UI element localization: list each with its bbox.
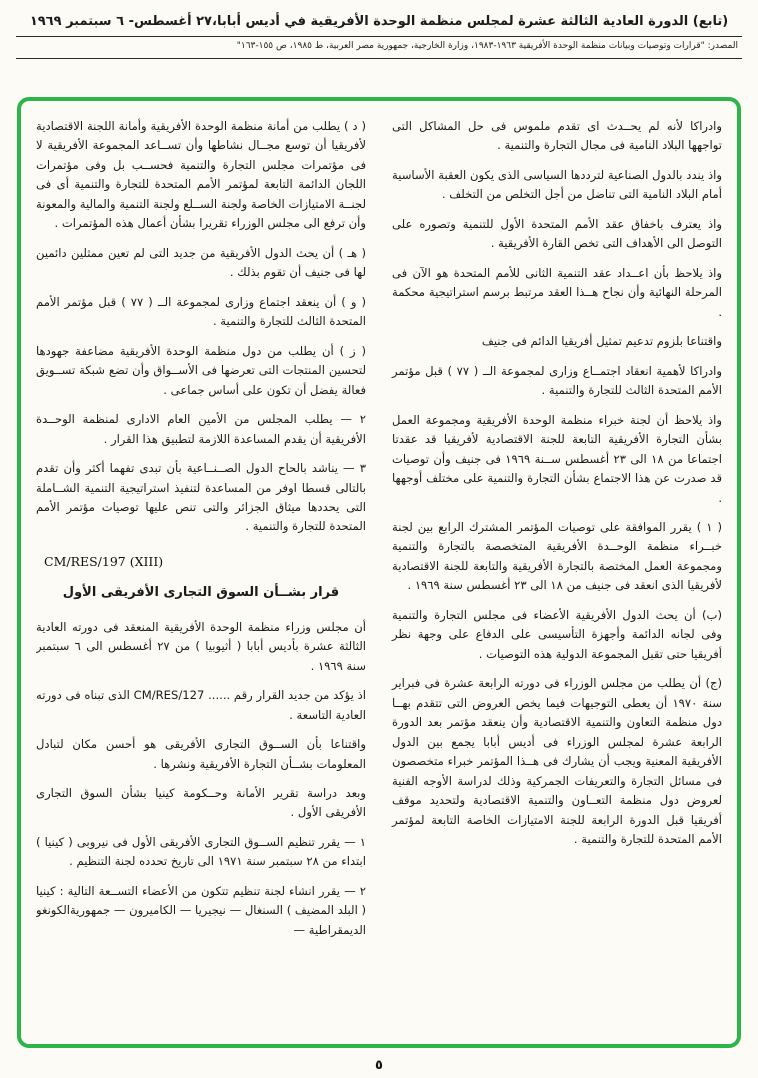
- document-header: [0, 0, 758, 29]
- paragraph: ٣ — يناشد بالحاح الدول الصــنــاعية بأن تبدى تفهما أكثر وأن تقدم بالتالى قسطا اوفر من المساعدة لتنفيذ استراتيجية التنمية الشــاملة التى يحددها ميثاق الجزائر والتى تنص عليها توصيات مؤتمر الأمم المتحدة للتجارة والتنمية .: [36, 461, 366, 534]
- paragraph: (ب) أن يحث الدول الأفريقية الأعضاء فى مجلس التجارة والتنمية وفى لجانه الدائمة وأجهزة التأسيسى على الدفاع على وجهة نظر أفريقيا حتى تقبل المجموعة الدولية هذه التوصيات .: [392, 607, 722, 661]
- paragraph: اذ يؤكد من جديد القرار رقم ...... CM/RES/127 الذى تبناه فى دورته العادية التاسعة .: [36, 688, 366, 722]
- paragraph: واذ يندد بالدول الصناعية لترددها السياسى الذى يكون العقبة الأساسية أمام البلاد النامية التى تناضل من أجل التخلص من التخلف .: [392, 167, 722, 202]
- paragraph: ( و ) أن ينعقد اجتماع وزارى لمجموعة الــ ( ٧٧ ) قبل مؤتمر الأمم المتحدة الثالث للتجارة والتنمية .: [36, 294, 367, 329]
- page-number: ٥: [375, 1058, 383, 1073]
- paragraph: ( هـ ) أن يحث الدول الأفريقية من جديد التى لم تعين ممثلين دائمين لها فى جنيف أن تقوم بذلك .: [36, 245, 366, 280]
- paragraph: ( د ) يطلب من أمانة منظمة الوحدة الأفريقية وأمانة اللجنة الاقتصادية لأفريقيا أن توسع مجــال نشاطها وأن تســاعد المجموعة الأفريقية لا فى مؤتمرات مجلس التجارة والتنمية فحســب بل وفى مؤتمرات اللجان الدائمة التابعة لمؤتمر الأمم المتحدة للتجارة والتنمية أى فى لجنــة الامتيازات الخاصة ولجنة الســلع ولجنة التنمية والمالية والمعونة وأن ترفع الى مجلس الوزراء تقريرا بشأن أعمال هذه المؤتمرات .: [36, 119, 366, 231]
- document-title: (تابع) الدورة العادية الثالثة عشرة لمجلس منظمة الوحدة الأفريقية في أديس أبابا،٢٧ أغسطس- ٦ سبتمبر ١٩٦٩: [29, 14, 729, 29]
- green-frame: [17, 97, 741, 1048]
- paragraph: ( ١ ) يقرر الموافقة على توصيات المؤتمر المشترك الرابع بين لجنة خبــراء منظمة الوحــدة الأفريقية المتخصصة بالتجارة والتنمية ومجموعة العمل المختصة بالتجارة الأفريقية والتابعة للجنة الاقتصادية لأفريقيا الذى انعقد فى جنيف من ١٨ الى ٢٣ أغسطس سنة ١٩٦٩ .: [392, 519, 722, 593]
- paragraph: واقتناعا بأن الســوق التجارى الأفريقى هو أحسن مكان لتبادل المعلومات بشــأن التجارة الأفريقية ونشرها .: [36, 737, 366, 771]
- header-rule-bottom: [16, 58, 742, 59]
- paragraph: وبعد دراسة تقرير الأمانة وحــكومة كينيا بشأن السوق التجارى الأفريقى الأول .: [36, 786, 366, 820]
- paragraph: واذ يلاحظ أن لجنة خبراء منظمة الوحدة الأفريقية ومجموعة العمل بشأن التجارة الأفريقية التابعة للجنة الاقتصادية لأفريقيا قد عقدتا اجتماعا من ١٨ الى ٢٣ أغسطس ســنة ١٩٦٩ فى جنيف وأن توصيات قد صدرت عن هذا الاجتماع بشأن التجارة والتنمية على مختلف أوجهها .: [392, 412, 722, 505]
- paragraph: ١ — يقرر تنظيم الســوق التجارى الأفريقى الأول فى نيروبى ( كينيا ) ابتداء من ٢٨ سبتمبر سنة ١٩٧١ الى تاريخ تحدده لجنة التنظيم .: [36, 834, 366, 869]
- paragraph: (ج) أن يطلب من مجلس الوزراء فى دورته الرابعة عشرة فى فبراير سنة ١٩٧٠ أن يعطى التوجيهات فيما يخص العروض التى تتقدم بهــا دول منظمة التعاون والتنمية الاقتصادية وأن ينعقد مؤتمر بعد الدورة الرابعة عشرة لمجلس الوزراء فى أديس أبابا يجمع بين الدول الأفريقية المعنية ويجب أن يشارك فى هــذا المؤتمر خبراء متخصصون فى مسائل التجارة والتعريفات الجمركية وذلك لدراسة الأوجه الفنية لعروض دول منظمة التعــاون والتنمية الاقتصادية ولتحديد موقف أفريقيا قبل الدورة الرابعة للجنة الامتيازات الخاصة التابعة لمؤتمر الأمم المتحدة للتجارة والتنمية .: [392, 676, 722, 846]
- paragraph: واقتناعا بلزوم تدعيم تمثيل أفريقيا الدائم فى جنيف: [481, 334, 722, 349]
- paragraph: ٢ — يقرر انشاء لجنة تنظيم تتكون من الأعضاء التســعة التالية : كينيا ( البلد المضيف ) السنغال — نيجيريا — الكاميرون — جمهوريةالكونغو الديمقراطية —: [36, 883, 366, 937]
- left-column: [36, 117, 366, 1028]
- resolution-code: CM/RES/197 (XIII): [44, 553, 164, 569]
- resolution-title: قرار بشــأن السوق التجارى الأفريقى الأول: [62, 584, 340, 600]
- paragraph: وادراكا لأنه لم يحــدث اى تقدم ملموس فى حل المشاكل التى تواجهها البلاد النامية فى مجال التجارة والتنمية .: [392, 119, 722, 153]
- paragraph: واذ يعترف باخفاق عقد الأمم المتحدة الأول للتنمية وتصوره على التوصل الى الأهداف التى تخص القارة الأفريقية .: [392, 216, 722, 251]
- text-columns: [36, 117, 722, 1028]
- source-line: المصدر: "قرارات وتوصيات وبيانات منظمة الوحدة الأفريقية ١٩٦٣-١٩٨٣، وزارة الخارجية، جمهورية مصر العربية، ط ١٩٨٥، ص ١٥٥-١٦٣": [236, 41, 738, 51]
- paragraph: واذ يلاحظ بأن اعــداد عقد التنمية الثانى للأمم المتحدة هو الآن فى المرحلة النهائية وأن نجاح هــذا العقد مرتبط برسم استراتيجية محكمة .: [392, 265, 722, 319]
- paragraph: أن مجلس وزراء منظمة الوحدة الأفريقية المنعقد فى دورته العادية الثالثة عشرة بأديس أبابا ( أثيوبيا ) من ٢٧ أغسطس الى ٦ سبتمبر سنة ١٩٦٩ .: [36, 619, 366, 673]
- paragraph: ٢ — يطلب المجلس من الأمين العام الادارى لمنظمة الوحــدة الأفريقية أن يقدم المساعدة اللازمة لتطبيق هذا القرار .: [36, 412, 366, 446]
- right-column: [392, 117, 722, 1028]
- paragraph: ( ز ) أن يطلب من دول منظمة الوحدة الأفريقية مضاعفة جهودها لتحسين المنتجات التى تعرضها فى الأســواق وأن تضع شبكة تســويق فعالة يفضل أن تكون على أساس جماعى .: [36, 343, 366, 397]
- paragraph: وادراكا لأهمية انعقاد اجتمــاع وزارى لمجموعة الــ ( ٧٧ ) قبل مؤتمر الأمم المتحدة الثالث للتجارة والتنمية .: [392, 363, 722, 398]
